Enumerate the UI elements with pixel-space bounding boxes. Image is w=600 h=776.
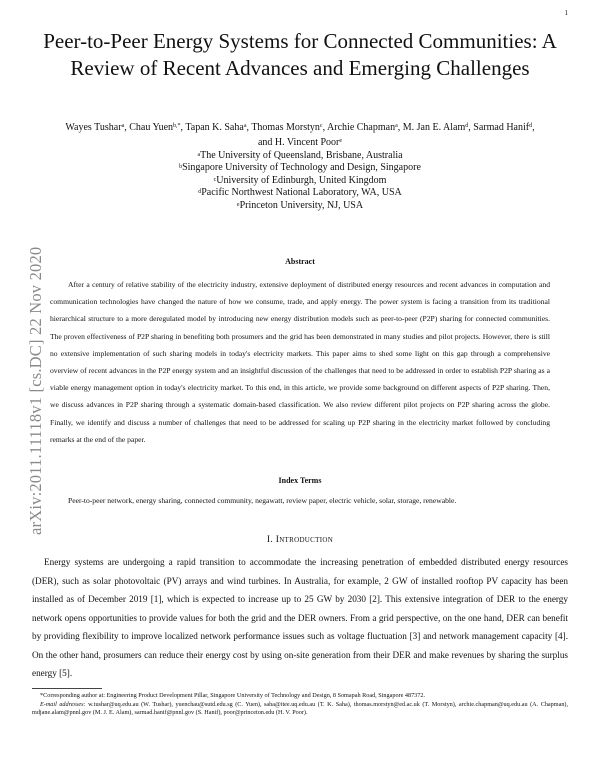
index-terms-body: Peer-to-peer network, energy sharing, connected community, negawatt, review paper, electric vehicle, solar, storage, renewable. xyxy=(68,496,457,505)
introduction-paragraph: Energy systems are undergoing a rapid transition to accommodate the increasing penetration of embedded distributed energy resources (DER), such as solar photovoltaic (PV) arrays and wind turbines. In Australia, for example, 2 GW of installed rooftop PV capacity has been installed as of December 2019 [1], which is expected to increase up to 25 GW by 2030 [2]. This extensive integration of DER to the energy network opens opportunities to provide values for both the grid and the DER owners. From a grid perspective, on the one hand, DER can benefit by providing flexibility to improve localized network performance issues such as voltage fluctuation [3] and network management capacity [4]. On the other hand, prosumers can reduce their energy cost by using on-site generation from their DER and make revenues by sharing the surplus energy [5]. xyxy=(32,557,568,678)
affiliation-list xyxy=(60,150,540,212)
section-heading-introduction: I. Introduction xyxy=(266,535,334,545)
author: Archie Chapman$^a$ xyxy=(327,122,398,133)
author: Sarmad Hanif$^d$ xyxy=(473,122,533,133)
abstract-body: After a century of relative stability of the electricity industry, extensive deployment of distributed energy resources and recent advances in computation and communication technologies have changed the nature of how we consume, trade, and apply energy. The power system is facing a transition from its traditional hierarchical structure to a more deregulated model by introducing new energy distribution models such as peer-to-peer (P2P) sharing for connected communities. The proven effectiveness of P2P sharing in benefiting both prosumers and the grid has been demonstrated in many studies and pilot projects. However, there is still no extensive implementation of such sharing models in today's electricity markets. This paper aims to shed some light on this gap through a comprehensive overview of recent advances in the P2P energy system and an insightful discussion of the challenges that need to be addressed in order to establish P2P sharing as a viable energy management option in today's electricity market. To this end, in this article, we provide some background on different aspects of P2P sharing. Then, we discuss advances in P2P sharing through a systematic domain-based classification. We also review different pilot projects on P2P sharing across the globe. Finally, we identify and discuss a number of challenges that need to be addressed for scaling up P2P sharing in the electricity market followed by concluding remarks at the end of the paper. xyxy=(50,280,550,444)
email-label: E-mail addresses: xyxy=(40,700,86,708)
author-list: Wayes Tushar$^a$, Chau Yuen$^{b,*}$, Tapan K. Saha$^a$, Thomas Morstyn$^c$, Archie Chapman$^a$, M. Jan E. Alam$^d$, Sarmad Hanif$^d$, and H. Vincent Poor$^e$ xyxy=(65,122,535,148)
index-terms-heading: Index Terms xyxy=(278,476,322,485)
footnote-corresponding-author: *Corresponding author at: Engineering Product Development Pillar, Singapore University of Technology and Design, 8 Somapah Road, Singapore 487372. xyxy=(40,692,425,699)
author: Wayes Tushar$^a$ xyxy=(65,122,125,133)
footnote-rule xyxy=(32,688,102,689)
author: and H. Vincent Poor$^e$ xyxy=(257,137,343,148)
author: M. Jan E. Alam$^d$ xyxy=(402,122,469,133)
author: Tapan K. Saha$^a$ xyxy=(185,122,247,133)
footnote-emails xyxy=(32,701,568,718)
author: Thomas Morstyn$^c$ xyxy=(251,122,323,133)
author: Chau Yuen$^{b,*}$ xyxy=(129,122,181,133)
abstract-heading: Abstract xyxy=(285,257,315,266)
affiliation: $^a$The University of Queensland, Brisbane, Australia xyxy=(197,150,403,161)
affiliation: $^b$Singapore University of Technology and Design, Singapore xyxy=(179,162,421,174)
affiliation: $^e$Princeton University, NJ, USA xyxy=(236,199,364,211)
affiliation: $^d$Pacific Northwest National Laboratory, WA, USA xyxy=(198,187,402,199)
page-number: 1 xyxy=(564,9,568,17)
paper-title: Peer-to-Peer Energy Systems for Connected Communities: A Review of Recent Advances and Emerging Challenges xyxy=(43,29,557,80)
email-list: w.tushar@uq.edu.au (W. Tushar), yuenchau@sutd.edu.sg (C. Yuen), saha@itee.uq.edu.au (T. K. Saha), thomas.morstyn@ed.ac.uk (T. Morstyn), archie.chapman@uq.edu.au (A. Chapman), mdjane.alam@pnnl.gov (M. J. E. Alam), sarmad.hanif@pnnl.gov (S. Hanif), poor@princeton.edu (H. V. Poor). xyxy=(32,700,569,717)
arxiv-identifier: arXiv:2011.11118v1 [cs.DC] 22 Nov 2020 xyxy=(26,246,45,535)
footnotes xyxy=(32,692,568,718)
affiliation: $^c$University of Edinburgh, United Kingdom xyxy=(213,174,387,186)
